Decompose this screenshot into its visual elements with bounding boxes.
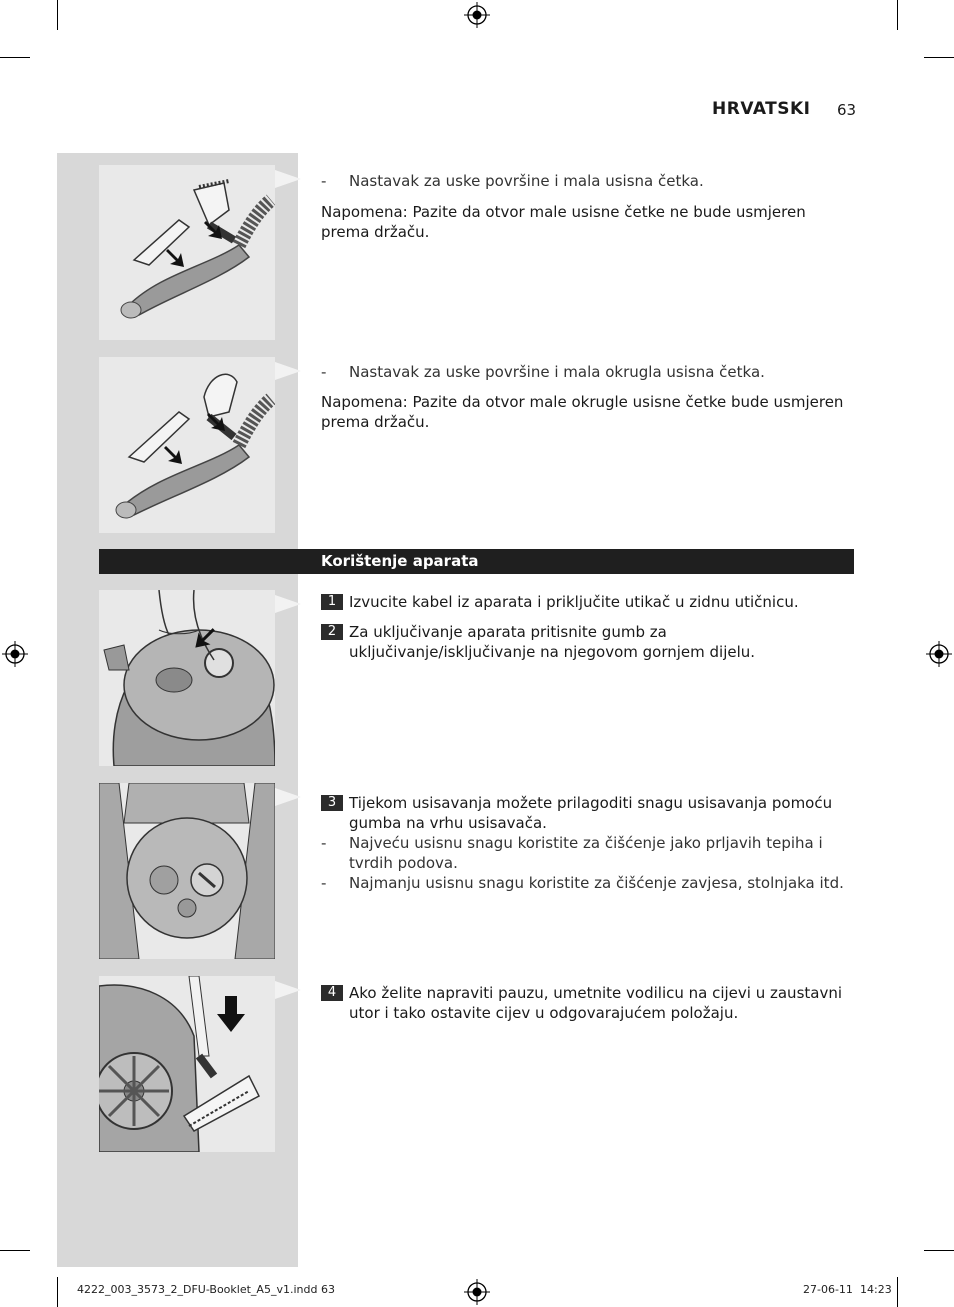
step-2: [321, 622, 855, 662]
bullet-dash: -: [321, 834, 327, 852]
step-number: 3: [321, 795, 343, 811]
illustration-pointer: [275, 788, 301, 806]
bullet-text: Nastavak za uske površine i mala usisna četka.: [349, 172, 704, 190]
step-3-bullet-1: [321, 833, 855, 873]
bullet-dash: -: [321, 874, 327, 892]
section-title: Korištenje aparata: [321, 552, 479, 570]
down-arrow-icon: [162, 442, 186, 466]
crop-mark-icon: [924, 57, 954, 58]
step-text: Tijekom usisavanja možete prilagoditi snagu usisavanja pomoću gumba na vrhu usisavača.: [349, 794, 833, 832]
step-3-bullet-2: [321, 873, 855, 893]
crop-mark-icon: [57, 1277, 58, 1307]
section-header: [99, 549, 854, 574]
step-text: Za uključivanje aparata pritisnite gumb za uključivanje/isključivanje na njegovom gornjem dijelu.: [349, 623, 756, 661]
down-arrow-icon: [205, 409, 229, 433]
down-arrow-icon: [217, 996, 245, 1032]
note-2: Napomena: Pazite da otvor male okrugle usisne četke bude usmjeren prema držaču.: [321, 393, 844, 431]
note-1: Napomena: Pazite da otvor male usisne četke ne bude usmjeren prema držaču.: [321, 203, 806, 241]
step-3: [321, 793, 855, 833]
crop-mark-icon: [57, 0, 58, 30]
page-language-title: HRVATSKI: [712, 99, 811, 119]
footer-time: 14:23: [860, 1283, 892, 1296]
accessory-bullet-2: [321, 362, 855, 382]
illustration-crevice-round-brush: [99, 357, 275, 533]
illustration-power-button: [99, 590, 275, 766]
step-4: [321, 983, 855, 1023]
illustration-suction-dial: [99, 783, 275, 959]
down-arrow-icon: [191, 626, 217, 652]
crop-mark-icon: [897, 1277, 898, 1307]
illustration-pointer: [275, 595, 301, 613]
crop-mark-icon: [897, 0, 898, 30]
step-number: 2: [321, 624, 343, 640]
page-number: 63: [837, 101, 857, 119]
illustration-parking-position: [99, 976, 275, 1152]
illustration-crevice-brush: [99, 165, 275, 340]
illustration-pointer: [275, 981, 301, 999]
crop-mark-icon: [924, 1250, 954, 1251]
down-arrow-icon: [202, 217, 226, 241]
step-text: Izvucite kabel iz aparata i priključite utikač u zidnu utičnicu.: [349, 593, 799, 611]
bullet-text: Nastavak za uske površine i mala okrugla usisna četka.: [349, 363, 765, 381]
registration-mark-icon: [464, 2, 490, 28]
down-arrow-icon: [164, 245, 188, 269]
bullet-text: Najmanju usisnu snagu koristite za čišćenje zavjesa, stolnjaka itd.: [349, 874, 844, 892]
bullet-dash: -: [321, 363, 327, 381]
crop-mark-icon: [0, 1250, 30, 1251]
crop-mark-icon: [0, 57, 30, 58]
illustration-pointer: [275, 362, 301, 380]
registration-mark-icon: [926, 641, 952, 667]
step-number: 1: [321, 594, 343, 610]
registration-mark-icon: [2, 641, 28, 667]
accessory-bullet-1: [321, 171, 855, 191]
registration-mark-icon: [464, 1279, 490, 1305]
step-1: [321, 592, 855, 612]
footer-date: 27-06-11: [803, 1283, 853, 1296]
footer-filename: 4222_003_3573_2_DFU-Booklet_A5_v1.indd 63: [77, 1283, 335, 1296]
step-text: Ako želite napraviti pauzu, umetnite vodilicu na cijevi u zaustavni utor i tako ostavite cijev u odgovarajućem položaju.: [349, 984, 843, 1022]
bullet-text: Najveću usisnu snagu koristite za čišćenje jako prljavih tepiha i tvrdih podova.: [349, 834, 823, 872]
illustration-pointer: [275, 170, 301, 188]
step-number: 4: [321, 985, 343, 1001]
bullet-dash: -: [321, 172, 327, 190]
